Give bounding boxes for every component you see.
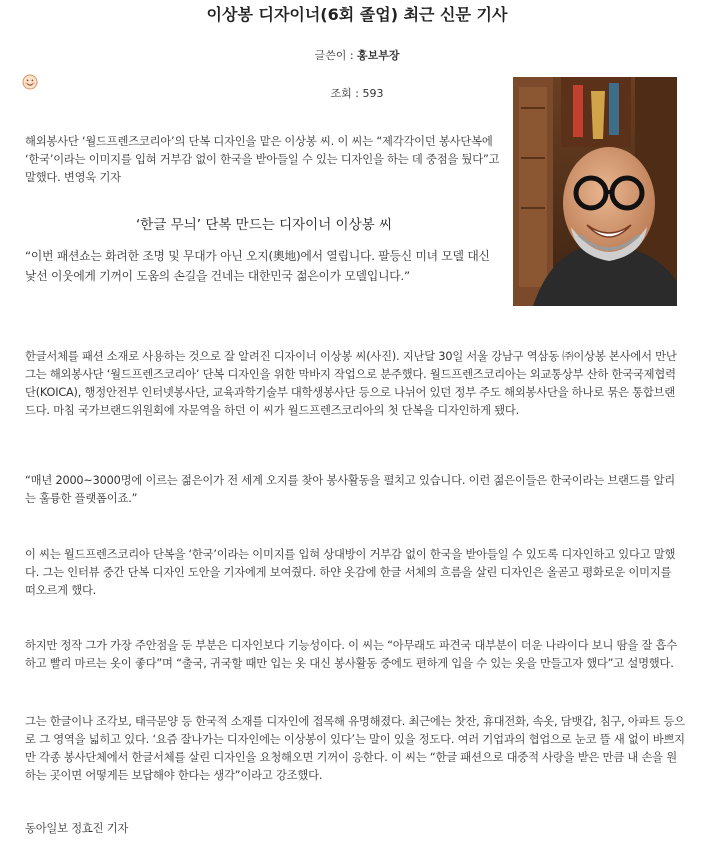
designer-photo	[513, 77, 677, 306]
author-line	[0, 49, 714, 63]
intro-quote: “이번 패션쇼는 화려한 조명 및 무대가 아닌 오지(奧地)에서 열립니다. 팔등신 미녀 모델 대신 낯선 이웃에게 기꺼이 도움의 손길을 건네는 대한민국 젊은이가 모델입니다.”	[25, 249, 490, 283]
smiley-face-icon	[22, 74, 38, 90]
body-paragraph: 이 씨는 월드프렌즈코리아 단복을 ‘한국’이라는 이미지를 입혀 상대방이 거부감 없이 한국을 받아들일 수 있도록 디자인하고 있다고 말했다. 그는 인터뷰 중간 단복 디자인 도안을 기자에게 보여줬다. 하얀 옷감에 한글 서체의 흐름을 살린 디자인은 올곧고 평화로운 이미지를 떠오르게 했다.	[25, 548, 676, 597]
views-label: 조회 :	[330, 87, 363, 100]
byline: 동아일보 정효진 기자	[25, 822, 129, 835]
body-paragraph: 한글서체를 패션 소재로 사용하는 것으로 잘 알려진 디자이너 이상봉 씨(사진). 지난달 30일 서울 강남구 역삼동 ㈜이상봉 본사에서 만난 그는 해외봉사단 ‘월드프렌즈코리아’ 단복 디자인을 위한 막바지 작업으로 분주했다. 월드프렌즈코리아는 외교통상부 산하 한국국제협력단(KOICA), 행정안전부 인터넷봉사단, 교육과학기술부 대학생봉사단 등으로 나뉘어 있던 정부 주도 해외봉사단을 하나로 묶은 통합브랜드다. 마침 국가브랜드위원회에 자문역을 하던 이 씨가 월드프렌즈코리아의 첫 단복을 디자인하게 됐다.	[25, 350, 677, 417]
article-subheading: ‘한글 무늬’ 단복 만드는 디자이너 이상봉 씨	[135, 217, 393, 233]
body-paragraph: 하지만 정작 그가 가장 주안점을 둔 부분은 디자인보다 기능성이다. 이 씨는 “아무래도 파견국 대부분이 더운 나라이다 보니 땀을 잘 흡수하고 빨리 마르는 옷이 좋다”며 “출국, 귀국할 때만 입는 옷 대신 봉사활동 중에도 편하게 입을 수 있는 옷을 만들고자 했다”고 설명했다.	[25, 639, 677, 670]
photo-caption: 해외봉사단 ‘월드프렌즈코리아’의 단복 디자인을 맡은 이상봉 씨. 이 씨는 “제각각이던 봉사단복에 ‘한국’이라는 이미지를 입혀 거부감 없이 한국을 받아들일 수 있는 디자인을 하는 데 중점을 뒀다”고 말했다. 변영욱 기자	[25, 135, 500, 184]
article-title: 이상봉 디자이너(6회 졸업) 최근 신문 기사	[206, 5, 508, 24]
views-count: 593	[362, 87, 384, 100]
body-paragraph: “매년 2000~3000명에 이르는 젊은이가 전 세계 오지를 찾아 봉사활동을 펼치고 있습니다. 이런 젊은이들은 한국이라는 브랜드를 알리는 훌륭한 플랫폼이죠.”	[25, 474, 676, 505]
author-name: 홍보부장	[357, 49, 400, 62]
author-label: 글쓴이 :	[314, 49, 358, 62]
body-paragraph: 그는 한글이나 조각보, 태극문양 등 한국적 소재를 디자인에 접목해 유명해졌다. 최근에는 찻잔, 휴대전화, 속옷, 담뱃갑, 침구, 아파트 등으로 그 영역을 넓히고 있다. ‘요즘 잘나가는 디자인에는 이상봉이 있다’는 말이 있을 정도다. 여러 기업과의 협업으로 눈코 뜰 새 없이 바쁘지만 각종 봉사단체에서 한글서체를 살린 디자인을 요청해오면 기꺼이 응한다. 이 씨는 “한글 패션으로 대중적 사랑을 받은 만큼 내 손을 원하는 곳이면 어떻게든 보답해야 한다는 생각”이라고 강조했다.	[25, 715, 685, 782]
